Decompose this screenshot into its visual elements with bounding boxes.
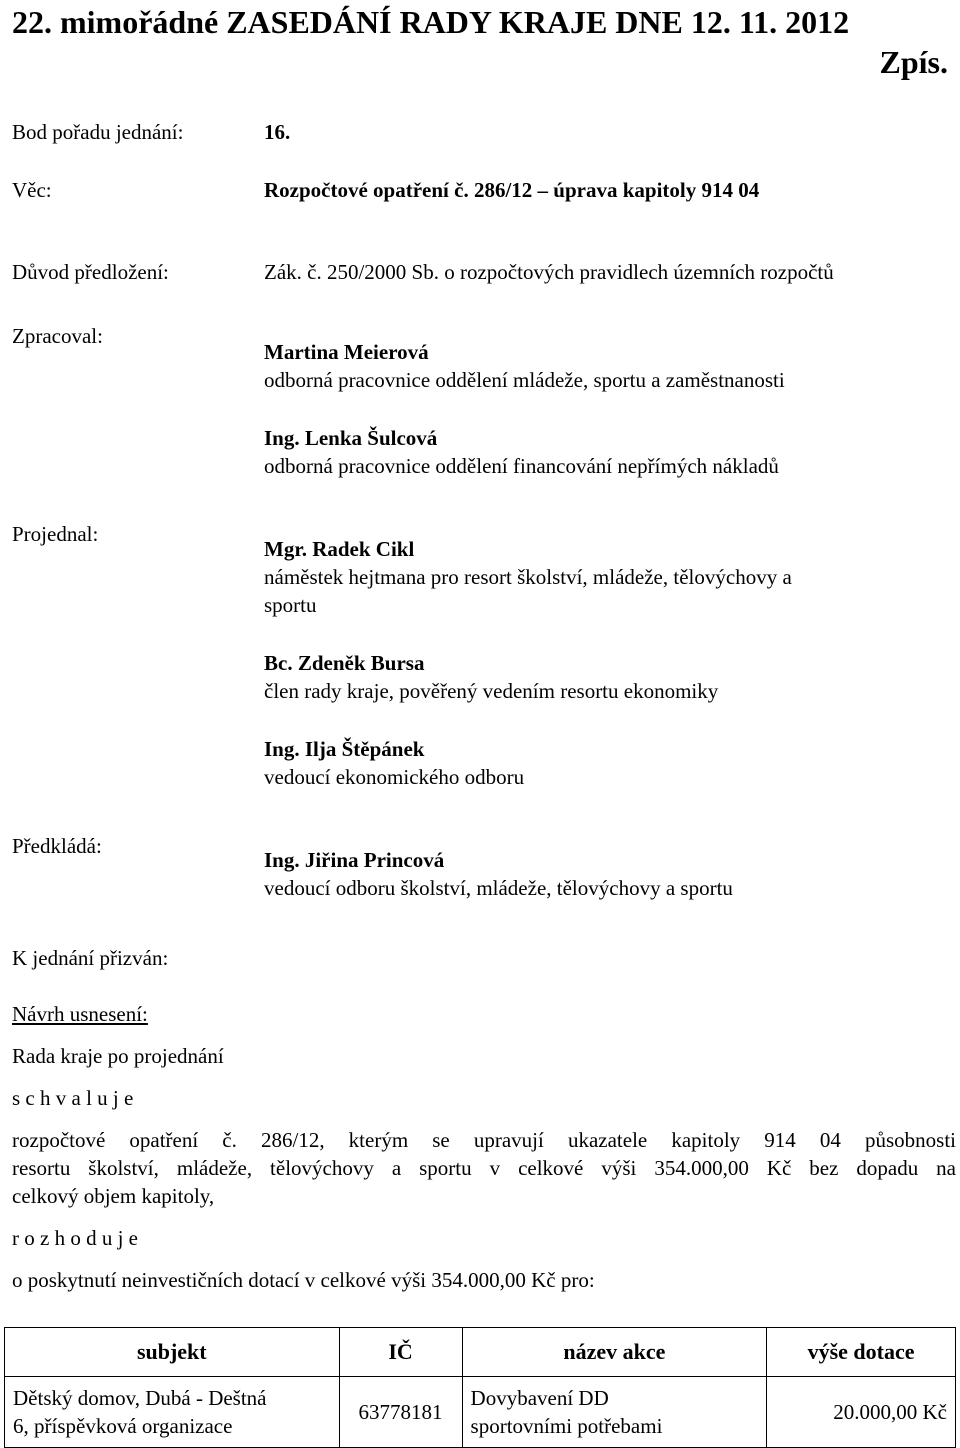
table-row bbox=[5, 1377, 956, 1448]
cell-akce-line1: Dovybavení DD bbox=[470, 1386, 609, 1410]
bod-label: Bod pořadu jednání: bbox=[12, 120, 184, 144]
predklada-role: vedoucí odboru školství, mládeže, tělovýchovy a sportu bbox=[264, 876, 733, 900]
grants-table bbox=[4, 1327, 956, 1448]
projednal-role-2: člen rady kraje, pověřený vedením resortu ekonomiky bbox=[264, 679, 719, 703]
bod-value: 16. bbox=[264, 120, 291, 144]
rozhoduje-keyword: r o z h o d u j e bbox=[12, 1226, 138, 1250]
zpracoval-name-1: Martina Meierová bbox=[264, 340, 429, 364]
table-header-row bbox=[5, 1328, 956, 1377]
duvod-value: Zák. č. 250/2000 Sb. o rozpočtových pravidlech územních rozpočtů bbox=[264, 260, 834, 284]
zpracoval-label: Zpracoval: bbox=[12, 324, 103, 348]
zpis-label: Zpís. bbox=[879, 44, 948, 80]
predklada-name: Ing. Jiřina Princová bbox=[264, 848, 445, 872]
document-title: 22. mimořádné ZASEDÁNÍ RADY KRAJE DNE 12. 11. 2012 bbox=[12, 4, 850, 40]
cell-akce-line2: sportovními potřebami bbox=[470, 1414, 663, 1438]
cell-ic: 63778181 bbox=[339, 1377, 462, 1448]
projednal-name-2: Bc. Zdeněk Bursa bbox=[264, 651, 425, 675]
schvaluje-keyword: s c h v a l u j e bbox=[12, 1086, 134, 1110]
vec-label: Věc: bbox=[12, 178, 52, 202]
resolution-intro: Rada kraje po projednání bbox=[12, 1044, 224, 1068]
projednal-role-1-line2: sportu bbox=[264, 593, 317, 617]
cell-subjekt-line1: Dětský domov, Dubá - Deštná bbox=[13, 1386, 267, 1410]
predklada-label: Předkládá: bbox=[12, 834, 102, 858]
zpracoval-name-2: Ing. Lenka Šulcová bbox=[264, 426, 438, 450]
column-header-subjekt: subjekt bbox=[5, 1328, 340, 1377]
projednal-name-1: Mgr. Radek Cikl bbox=[264, 537, 415, 561]
resolution-line-3: celkový objem kapitoly, bbox=[12, 1184, 215, 1208]
column-header-nazev-akce: název akce bbox=[462, 1328, 767, 1377]
grant-text: o poskytnutí neinvestičních dotací v celkové výši 354.000,00 Kč pro: bbox=[12, 1268, 595, 1292]
resolution-line-1: rozpočtové opatření č. 286/12, kterým se upravují ukazatele kapitoly 914 04 působnosti bbox=[12, 1128, 956, 1152]
zpracoval-role-1: odborná pracovnice oddělení mládeže, sportu a zaměstnanosti bbox=[264, 368, 785, 392]
cell-subjekt-line2: 6, příspěvková organizace bbox=[13, 1414, 233, 1438]
zpracoval-role-2: odborná pracovnice oddělení financování nepřímých nákladů bbox=[264, 454, 779, 478]
projednal-role-3: vedoucí ekonomického odboru bbox=[264, 765, 525, 789]
navrh-usneseni-heading: Návrh usnesení: bbox=[12, 1002, 148, 1026]
k-jednani-label: K jednání přizván: bbox=[12, 946, 169, 970]
column-header-ic: IČ bbox=[339, 1328, 462, 1377]
resolution-line-2: resortu školství, mládeže, tělovýchovy a sportu v celkové výši 354.000,00 Kč bez dopadu na bbox=[12, 1156, 956, 1180]
projednal-role-1-line1: náměstek hejtmana pro resort školství, mládeže, tělovýchovy a bbox=[264, 565, 792, 589]
duvod-label: Důvod předložení: bbox=[12, 260, 169, 284]
cell-vyse-dotace: 20.000,00 Kč bbox=[767, 1377, 956, 1448]
vec-value: Rozpočtové opatření č. 286/12 – úprava kapitoly 914 04 bbox=[264, 178, 760, 202]
projednal-label: Projednal: bbox=[12, 522, 99, 546]
cell-subjekt bbox=[5, 1377, 340, 1448]
resolution-paragraph bbox=[12, 1126, 956, 1210]
column-header-vyse-dotace: výše dotace bbox=[767, 1328, 956, 1377]
projednal-name-3: Ing. Ilja Štěpánek bbox=[264, 737, 425, 761]
cell-nazev-akce bbox=[462, 1377, 767, 1448]
